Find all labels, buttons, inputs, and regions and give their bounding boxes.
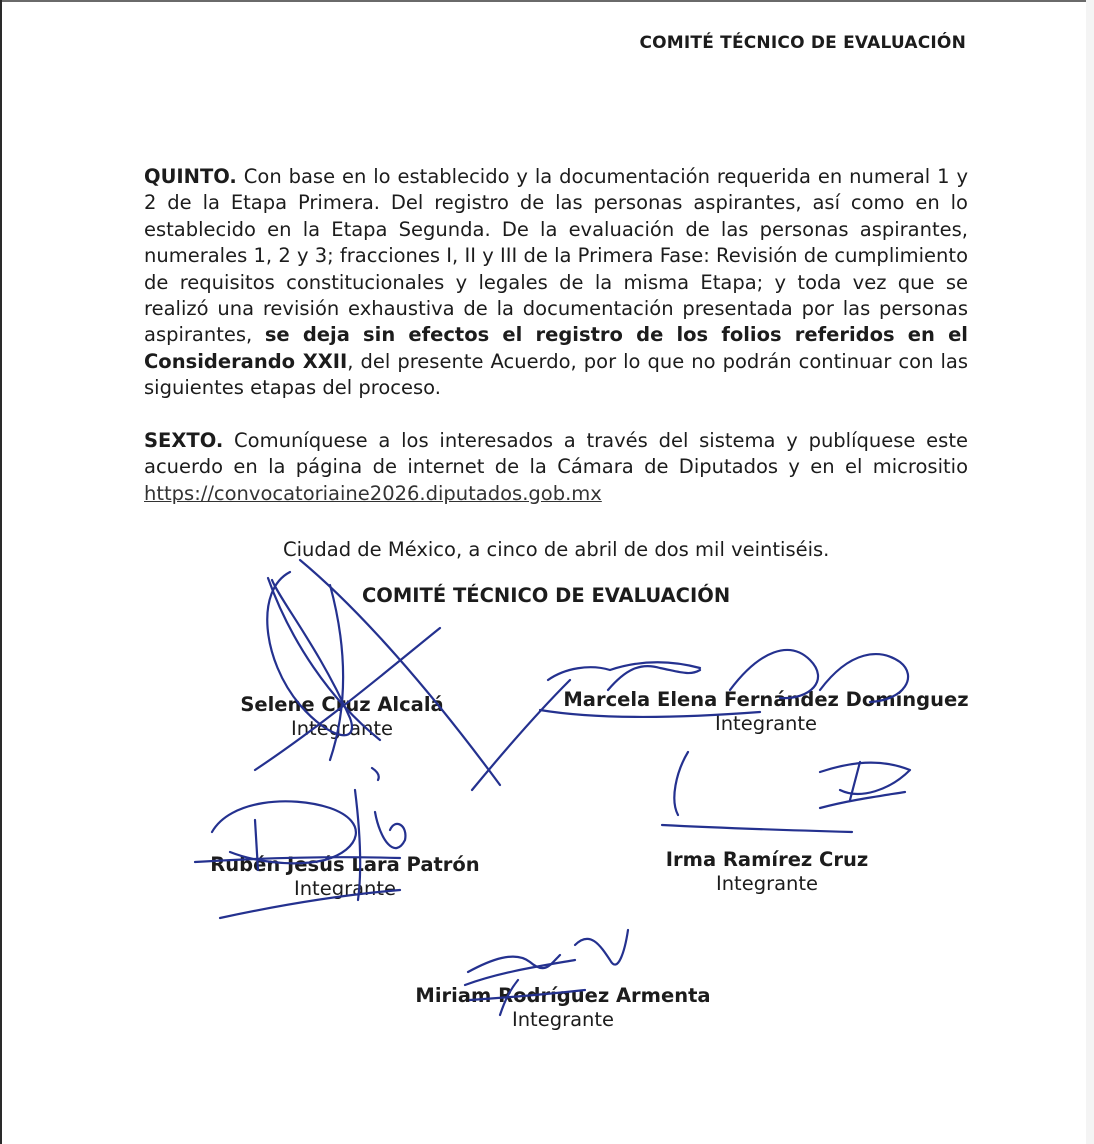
paragraph-quinto [144,164,968,402]
signatory-role: Integrante [511,1008,615,1031]
signatory-block [230,693,454,740]
signatory-block [555,688,977,735]
signatory-role: Integrante [290,717,394,740]
signatory-name: Rubén Jesús Lara Patrón [210,853,480,876]
quinto-text-1: Con base en lo establecido y la documentación requerida en numeral 1 y 2 de la Etapa Primera. Del registro de las personas aspirantes, así como en lo establecido en la Etapa Segunda. De la evaluación de las personas aspirantes, numerales 1, 2 y 3; fracciones I, II y III de la Primera Fase: Revisión de cumplimiento de requisitos constitucionales y legales de la misma Etapa; y toda vez que se realizó una revisión exhaustiva de la documentación presentada por las personas aspirantes, [144,165,968,347]
signatory-block [405,984,721,1031]
signatory-role: Integrante [714,712,818,735]
sexto-label: SEXTO. [144,429,224,452]
signatory-block [655,848,879,895]
quinto-text-2: , del presente Acuerdo, por lo que no podrán continuar con las siguientes etapas del proceso. [144,349,968,400]
signatory-name: Selene Cruz Alcalá [240,693,444,716]
scan-edge-right [1086,0,1094,1144]
signature-irma-ramirez [662,752,910,832]
signatory-role: Integrante [715,872,819,895]
paragraph-sexto [144,428,968,507]
signatory-name: Miriam Rodríguez Armenta [415,984,711,1007]
signatory-block [195,853,495,900]
sexto-text: Comuníquese a los interesados a través del sistema y publíquese este acuerdo en la página de internet de la Cámara de Diputados y en el micrositio [144,429,968,479]
scan-edge-top [0,0,1094,2]
committee-title: COMITÉ TÉCNICO DE EVALUACIÓN [362,584,731,607]
microsite-link[interactable]: https://convocatoriaine2026.diputados.gob.mx [144,481,602,505]
scan-edge-left [0,0,2,1144]
quinto-label: QUINTO. [144,165,237,188]
signatory-name: Marcela Elena Fernández Domínguez [563,688,969,711]
city-date-line: Ciudad de México, a cinco de abril de dos mil veintiséis. [283,538,830,561]
signatory-role: Integrante [293,877,397,900]
page-header-title: COMITÉ TÉCNICO DE EVALUACIÓN [639,33,966,53]
quinto-bold-text: se deja sin efectos el registro de los folios referidos en el Considerando XXII [144,323,968,373]
signatory-name: Irma Ramírez Cruz [665,848,869,871]
